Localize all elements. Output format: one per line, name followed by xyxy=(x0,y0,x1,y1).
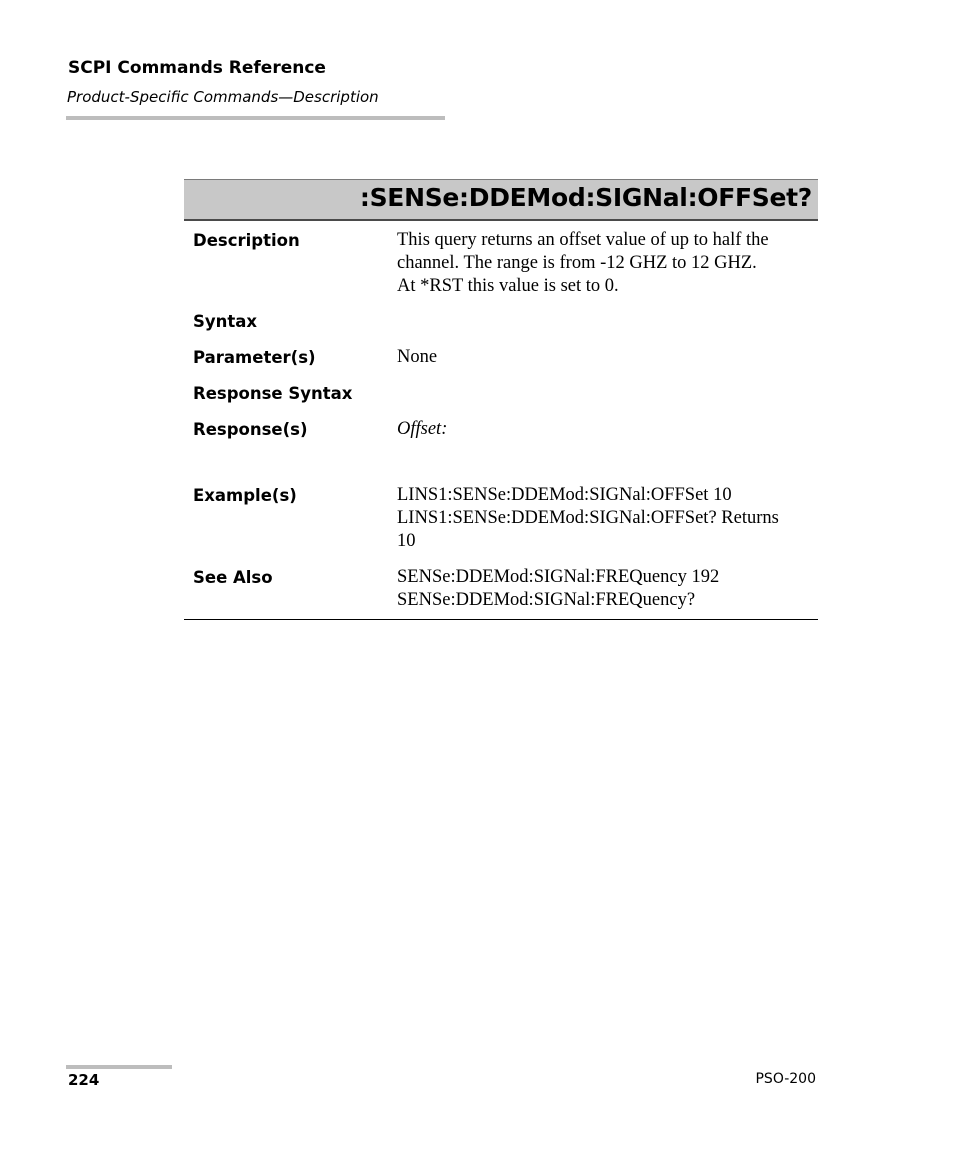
value-line: None xyxy=(397,347,438,367)
footer-rule xyxy=(66,1065,172,1069)
value-line: SENSe:DDEMod:SIGNal:FREQuency? xyxy=(397,590,696,610)
page-header-title: SCPI Commands Reference xyxy=(68,58,326,78)
row-label: Description xyxy=(193,231,300,250)
row-label: Syntax xyxy=(193,312,258,331)
value-line: LINS1:SENSe:DDEMod:SIGNal:OFFSet 10 xyxy=(397,485,732,505)
row-value xyxy=(397,566,817,612)
row-value xyxy=(397,418,817,441)
footer-product: PSO-200 xyxy=(755,1071,816,1087)
row-label: Example(s) xyxy=(193,486,297,505)
value-line: Offset: xyxy=(397,419,448,439)
table-bottom-rule xyxy=(184,619,818,620)
value-line: 10 xyxy=(397,531,416,551)
footer-page-number: 224 xyxy=(68,1071,100,1089)
header-rule xyxy=(66,116,445,120)
value-line: At *RST this value is set to 0. xyxy=(397,276,619,296)
row-label: Response(s) xyxy=(193,420,308,439)
row-label: See Also xyxy=(193,568,273,587)
command-title-bar xyxy=(184,179,818,221)
value-line: LINS1:SENSe:DDEMod:SIGNal:OFFSet? Returns xyxy=(397,508,779,528)
row-value xyxy=(397,484,817,553)
row-value xyxy=(397,229,817,298)
value-line: channel. The range is from -12 GHZ to 12 GHZ. xyxy=(397,253,757,273)
row-label: Parameter(s) xyxy=(193,348,316,367)
row-value xyxy=(397,346,817,369)
page-header-subtitle: Product-Specific Commands—Description xyxy=(67,88,379,106)
row-label: Response Syntax xyxy=(193,384,353,403)
value-line: This query returns an offset value of up to half the xyxy=(397,230,769,250)
command-title: :SENSe:DDEMod:SIGNal:OFFSet? xyxy=(359,183,812,212)
value-line: SENSe:DDEMod:SIGNal:FREQuency 192 xyxy=(397,567,720,587)
